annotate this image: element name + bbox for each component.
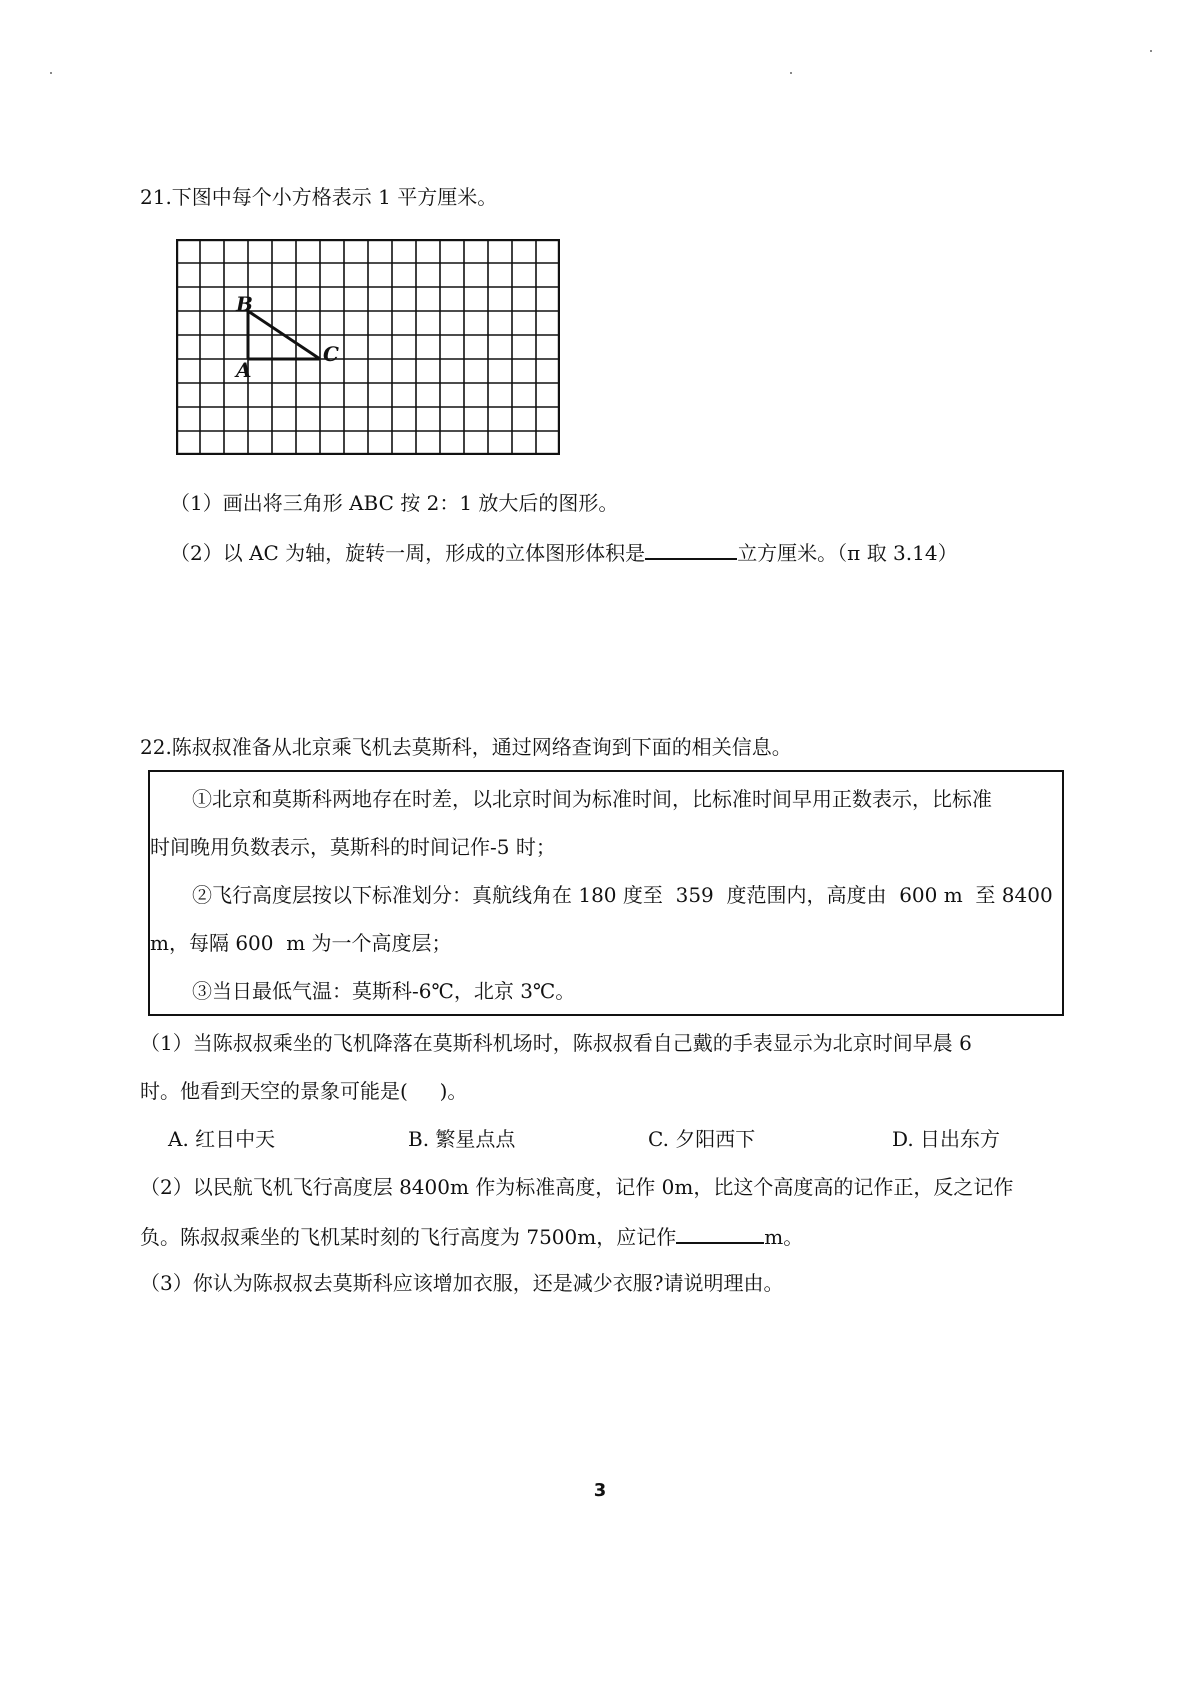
q21-sub2: （2）以 AC 为轴，旋转一周，形成的立体图形体积是 立方厘米。（π 取 3.14） (170, 538, 958, 566)
option-c[interactable]: C. 夕阳西下 (648, 1127, 756, 1151)
info-line-1: ①北京和莫斯科两地存在时差，以北京时间为标准时间，比标准时间早用正数表示，比标准 (192, 787, 992, 811)
label-a: A (236, 358, 252, 382)
label-b: B (236, 292, 253, 316)
scan-speck (1150, 50, 1152, 52)
q22-sub1-line2: 时。他看到天空的景象可能是( )。 (140, 1079, 468, 1103)
option-a[interactable]: A. 红日中天 (168, 1127, 276, 1151)
q21-grid-figure (176, 239, 560, 455)
q22-sub1-line1: （1）当陈叔叔乘坐的飞机降落在莫斯科机场时，陈叔叔看自己戴的手表显示为北京时间早晨 6 (140, 1031, 972, 1055)
scan-speck (790, 72, 792, 74)
q22-title: 22.陈叔叔准备从北京乘飞机去莫斯科，通过网络查询到下面的相关信息。 (140, 735, 792, 759)
info-line-2: 时间晚用负数表示，莫斯科的时间记作-5 时； (150, 835, 556, 859)
page-number: 3 (593, 1480, 607, 1501)
scan-speck (50, 72, 52, 74)
q22-sub3: （3）你认为陈叔叔去莫斯科应该增加衣服，还是减少衣服?请说明理由。 (140, 1271, 784, 1295)
grid-lines (176, 239, 560, 455)
info-line-4: m，每隔 600 m 为一个高度层； (150, 931, 452, 955)
info-line-3: ②飞行高度层按以下标准划分：真航线角在 180 度至 359 度范围内，高度由 600 m 至 8400 (192, 883, 1053, 907)
q21-sub1: （1）画出将三角形 ABC 按 2：1 放大后的图形。 (170, 491, 619, 515)
label-c: C (323, 342, 339, 366)
q21-title: 21.下图中每个小方格表示 1 平方厘米。 (140, 185, 498, 209)
q22-sub2-line1: （2）以民航飞机飞行高度层 8400m 作为标准高度，记作 0m，比这个高度高的记作正，反之记作 (140, 1175, 1014, 1199)
q22-sub2-line2: 负。陈叔叔乘坐的飞机某时刻的飞行高度为 7500m，应记作 m。 (140, 1222, 803, 1250)
answer-blank[interactable] (645, 538, 737, 560)
info-line-5: ③当日最低气温：莫斯科-6℃，北京 3℃。 (192, 979, 576, 1003)
option-b[interactable]: B. 繁星点点 (408, 1127, 516, 1151)
option-d[interactable]: D. 日出东方 (892, 1127, 1001, 1151)
answer-blank[interactable] (676, 1222, 764, 1244)
